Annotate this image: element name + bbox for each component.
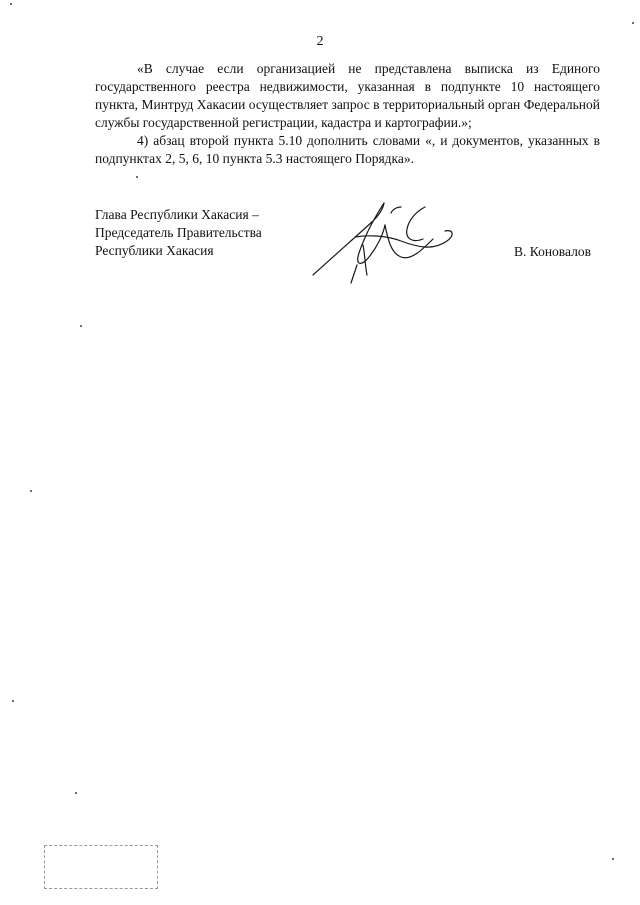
signatory-title-line: Глава Республики Хакасия –	[95, 207, 259, 222]
scan-speck	[75, 792, 77, 794]
scan-speck	[136, 176, 138, 178]
signatory-title-line: Республики Хакасия	[95, 243, 214, 258]
signatory-title	[95, 206, 262, 260]
signatory-name: В. Коновалов	[514, 244, 591, 259]
paragraph-amendment-5-10: 4) абзац второй пункта 5.10 дополнить словами «, и документов, указанных в подпунктах 2, 5, 6, 10 пункта 5.3 настоящего Порядка».	[95, 133, 600, 166]
scan-speck	[612, 858, 614, 860]
handwritten-signature	[305, 195, 480, 295]
registration-stamp	[44, 845, 158, 889]
scan-speck	[12, 700, 14, 702]
scan-speck	[10, 3, 12, 5]
page-number: 2	[316, 34, 324, 49]
scan-speck	[80, 325, 82, 327]
scan-speck	[632, 22, 634, 24]
signatory-title-line: Председатель Правительства	[95, 225, 262, 240]
paragraph-extract-request: «В случае если организацией не представлена выписка из Единого государственного реестра недвижимости, указанная в подпункте 10 настоящего пункта, Минтруд Хакасии осуществляет запрос в территориальный орган Федеральной службы государственной регистрации, кадастра и картографии.»;	[95, 61, 600, 130]
scan-speck	[30, 490, 32, 492]
document-body	[95, 60, 600, 168]
